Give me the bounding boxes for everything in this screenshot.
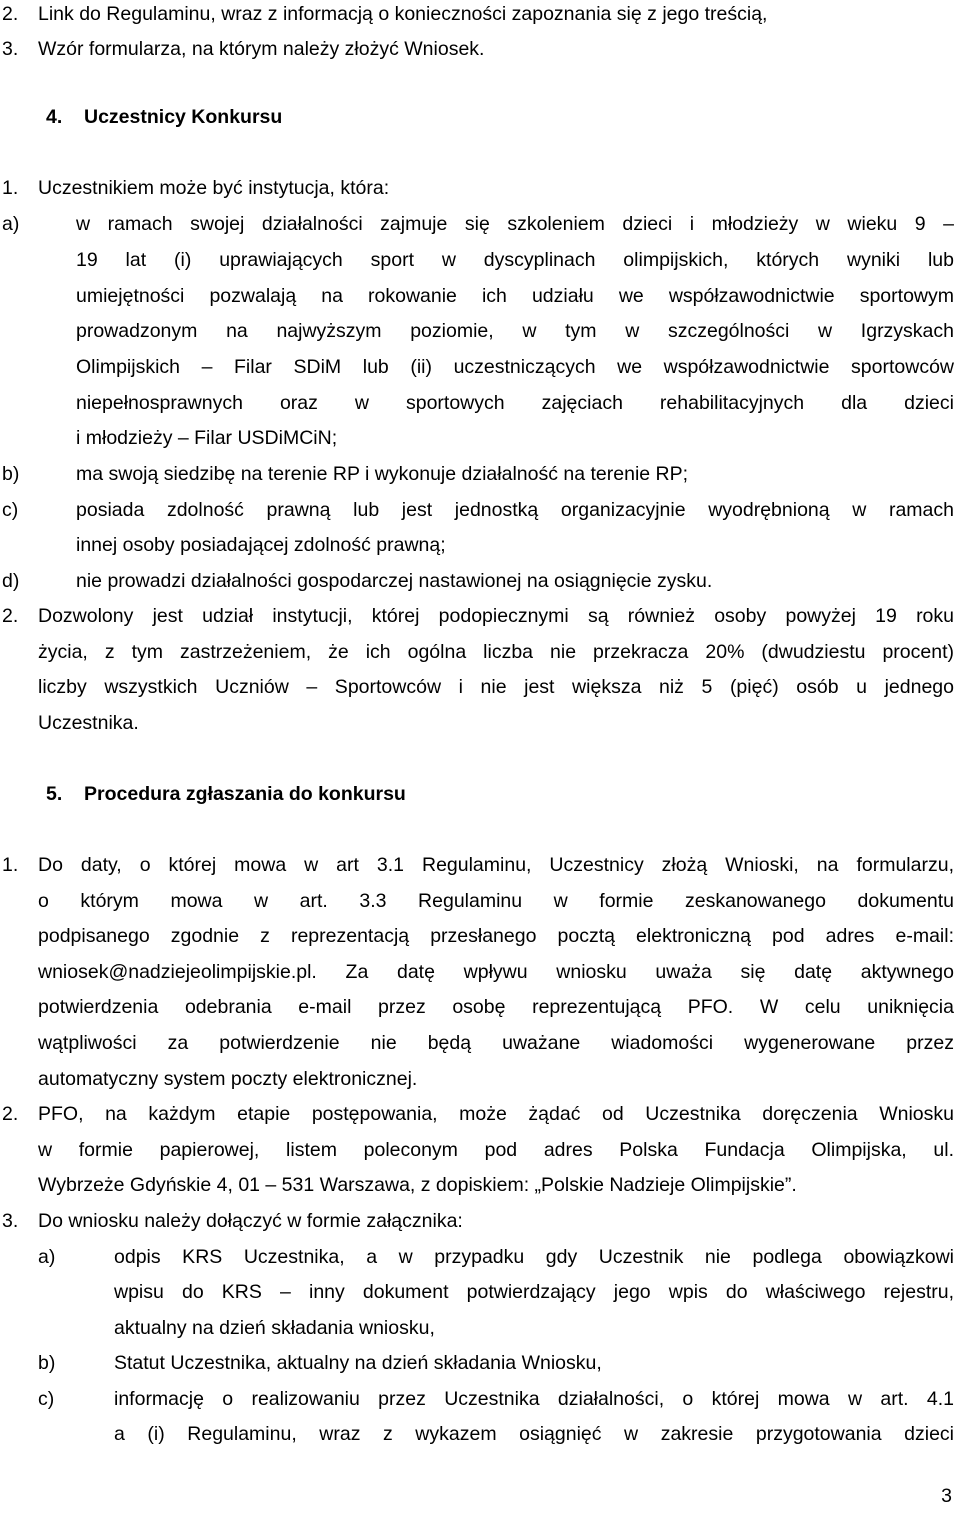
sub-item-text: prowadzonym na najwyższym poziomie, w tym w szczególności w Igrzyskach bbox=[76, 320, 954, 342]
list-item-text: Wybrzeże Gdyńskie 4, 01 – 531 Warszawa, z dopiskiem: „Polskie Nadzieje Olimpijskie”. bbox=[38, 1174, 797, 1196]
section-title: Procedura zgłaszania do konkursu bbox=[84, 783, 406, 805]
list-number: 1. bbox=[2, 177, 19, 199]
list-item bbox=[0, 170, 960, 206]
sub-item-line bbox=[0, 563, 960, 599]
list-item-text: liczby wszystkich Uczniów – Sportowców i nie jest większa niż 5 (pięć) osób u jednego bbox=[38, 676, 954, 698]
sub-item-line bbox=[0, 492, 960, 528]
list-number: 3. bbox=[2, 38, 19, 60]
list-item-line bbox=[0, 705, 960, 741]
sub-item-label: c) bbox=[2, 499, 19, 521]
section-heading bbox=[0, 99, 960, 135]
list-item-line bbox=[0, 1167, 960, 1203]
sub-item-text: nie prowadzi działalności gospodarczej nastawionej na osiągnięcie zysku. bbox=[76, 570, 713, 592]
list-item-line bbox=[0, 1025, 960, 1061]
list-number: 3. bbox=[2, 1210, 19, 1232]
sub-item-line bbox=[0, 1381, 960, 1417]
sub-item-line bbox=[0, 385, 960, 421]
sub-item-line bbox=[0, 206, 960, 242]
list-item-text: życia, z tym zastrzeżeniem, że ich ogólna liczba nie przekracza 20% (dwudziestu procent) bbox=[38, 641, 954, 663]
sub-item-line bbox=[0, 1274, 960, 1310]
section-heading bbox=[0, 776, 960, 812]
list-item-line bbox=[0, 634, 960, 670]
list-item-text: automatyczny system poczty elektronicznej. bbox=[38, 1068, 418, 1090]
sub-item-text: niepełnosprawnych oraz w sportowych zajęciach rehabilitacyjnych dla dzieci bbox=[76, 392, 954, 414]
section-number: 5. bbox=[46, 783, 63, 805]
list-item-text: wątpliwości za potwierdzenie nie będą uważane wiadomości wygenerowane przez bbox=[38, 1032, 954, 1054]
list-item-text: Do daty, o której mowa w art 3.1 Regulaminu, Uczestnicy złożą Wnioski, na formularzu, bbox=[38, 854, 954, 876]
list-item-line bbox=[0, 1096, 960, 1132]
sub-item-label: a) bbox=[38, 1246, 56, 1268]
section-number: 4. bbox=[46, 106, 63, 128]
list-item-line bbox=[0, 883, 960, 919]
sub-item-line bbox=[0, 527, 960, 563]
sub-item-line bbox=[0, 1416, 960, 1452]
sub-item-line bbox=[0, 1310, 960, 1346]
sub-item-line bbox=[0, 278, 960, 314]
list-item-line bbox=[0, 1132, 960, 1168]
sub-item-text: umiejętności pozwalają na rokowanie ich udziału we współzawodnictwie sportowym bbox=[76, 285, 954, 307]
list-item-line bbox=[0, 989, 960, 1025]
list-number: 2. bbox=[2, 1103, 19, 1125]
list-item-line bbox=[0, 918, 960, 954]
sub-item-label: d) bbox=[2, 570, 20, 592]
sub-item-text: innej osoby posiadającej zdolność prawną; bbox=[76, 534, 446, 556]
list-item bbox=[0, 1203, 960, 1239]
sub-item-text: aktualny na dzień składania wniosku, bbox=[114, 1317, 435, 1339]
sub-item-line bbox=[0, 1239, 960, 1275]
sub-item-label: b) bbox=[38, 1352, 56, 1374]
list-item-text: podpisanego zgodnie z reprezentacją przesłanego pocztą elektroniczną pod adres e-mail: bbox=[38, 925, 954, 947]
sub-item-label: c) bbox=[38, 1388, 55, 1410]
sub-item-line bbox=[0, 242, 960, 278]
sub-item-line bbox=[0, 420, 960, 456]
page-number: 3 bbox=[941, 1485, 952, 1507]
sub-item-text: ma swoją siedzibę na terenie RP i wykonuje działalność na terenie RP; bbox=[76, 463, 689, 485]
sub-item-text: Olimpijskich – Filar SDiM lub (ii) uczestniczących we współzawodnictwie sportowców bbox=[76, 356, 954, 378]
list-number: 2. bbox=[2, 605, 19, 627]
sub-item-text: odpis KRS Uczestnika, a w przypadku gdy Uczestnik nie podlega obowiązkowi bbox=[114, 1246, 954, 1268]
section-title: Uczestnicy Konkursu bbox=[84, 106, 283, 128]
sub-item-label: b) bbox=[2, 463, 20, 485]
sub-item-text: informację o realizowaniu przez Uczestnika działalności, o której mowa w art. 4.1 bbox=[114, 1388, 954, 1410]
list-item-text: PFO, na każdym etapie postępowania, może żądać od Uczestnika doręczenia Wniosku bbox=[38, 1103, 954, 1125]
list-item-text: Wzór formularza, na którym należy złożyć Wniosek. bbox=[38, 38, 485, 60]
sub-item-line bbox=[0, 349, 960, 385]
list-item-line bbox=[0, 954, 960, 990]
list-item bbox=[0, 0, 960, 32]
sub-item-text: w ramach swojej działalności zajmuje się szkoleniem dzieci i młodzieży w wieku 9 – bbox=[76, 213, 954, 235]
list-item-line bbox=[0, 1061, 960, 1097]
list-item-text: Uczestnika. bbox=[38, 712, 139, 734]
list-item-line bbox=[0, 598, 960, 634]
sub-item-line bbox=[0, 1345, 960, 1381]
list-item-line bbox=[0, 847, 960, 883]
sub-item-line bbox=[0, 456, 960, 492]
sub-item-text: 19 lat (i) uprawiających sport w dyscyplinach olimpijskich, których wyniki lub bbox=[76, 249, 954, 271]
list-item-text: potwierdzenia odebrania e-mail przez osobę reprezentującą PFO. W celu uniknięcia bbox=[38, 996, 954, 1018]
sub-item-line bbox=[0, 313, 960, 349]
list-number: 2. bbox=[2, 3, 19, 25]
sub-item-text: posiada zdolność prawną lub jest jednostką organizacyjnie wyodrębnioną w ramach bbox=[76, 499, 954, 521]
list-item-text: w formie papierowej, listem poleconym pod adres Polska Fundacja Olimpijska, ul. bbox=[38, 1139, 954, 1161]
list-item-text: Link do Regulaminu, wraz z informacją o konieczności zapoznania się z jego treścią, bbox=[38, 3, 768, 25]
list-item-text: o którym mowa w art. 3.3 Regulaminu w formie zeskanowanego dokumentu bbox=[38, 890, 954, 912]
list-item-line bbox=[0, 669, 960, 705]
list-item-text: Do wniosku należy dołączyć w formie załącznika: bbox=[38, 1210, 463, 1232]
sub-item-text: Statut Uczestnika, aktualny na dzień składania Wniosku, bbox=[114, 1352, 602, 1374]
list-item-text: Uczestnikiem może być instytucja, która: bbox=[38, 177, 390, 199]
sub-item-text: i młodzieży – Filar USDiMCiN; bbox=[76, 427, 338, 449]
list-item bbox=[0, 31, 960, 67]
list-number: 1. bbox=[2, 854, 19, 876]
list-item-text: wniosek@nadziejeolimpijskie.pl. Za datę wpływu wniosku uważa się datę aktywnego bbox=[38, 961, 954, 983]
sub-item-text: wpisu do KRS – inny dokument potwierdzający jego wpis do właściwego rejestru, bbox=[114, 1281, 954, 1303]
list-item-text: Dozwolony jest udział instytucji, której podopiecznymi są również osoby powyżej 19 roku bbox=[38, 605, 954, 627]
sub-item-label: a) bbox=[2, 213, 20, 235]
sub-item-text: a (i) Regulaminu, wraz z wykazem osiągnięć w zakresie przygotowania dzieci bbox=[114, 1423, 954, 1445]
